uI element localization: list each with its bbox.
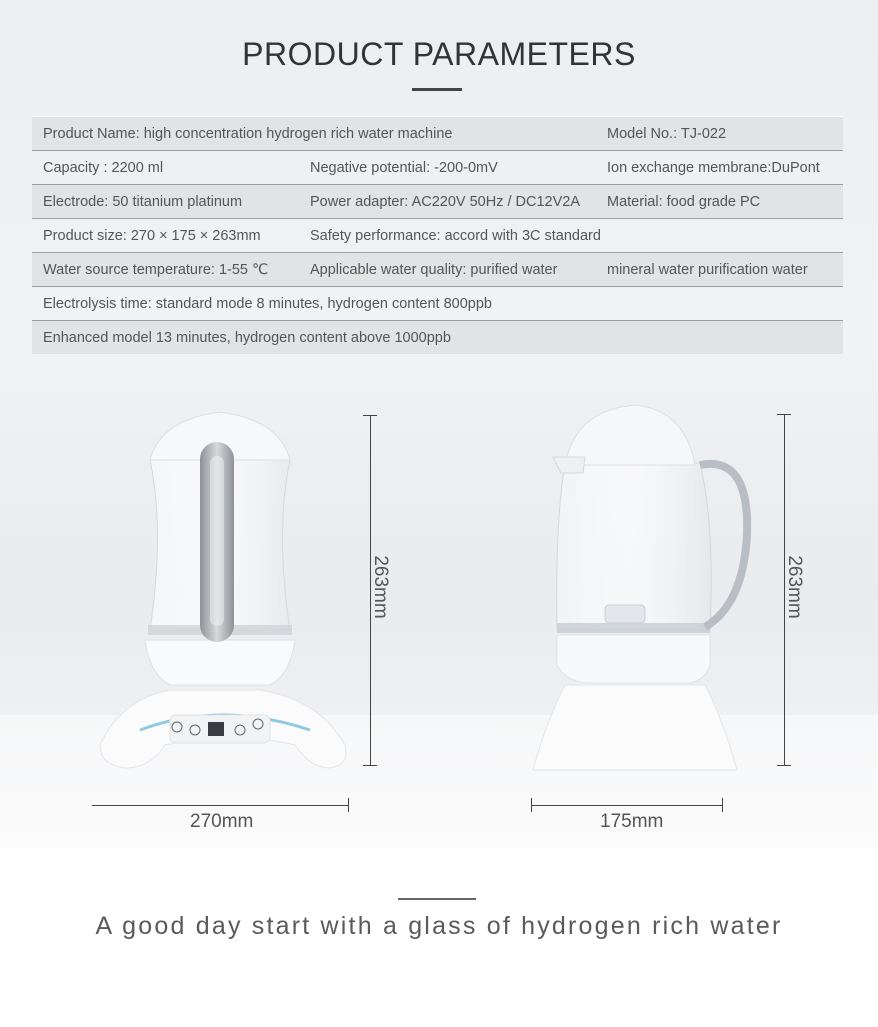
side-width-tick-left (531, 798, 532, 812)
page-title: PRODUCT PARAMETERS (242, 36, 636, 72)
table-cell: Ion exchange membrane:DuPont (596, 151, 843, 185)
parameters-table (32, 116, 843, 354)
table-cell: Electrode: 50 titanium platinum (32, 185, 299, 219)
table-row (32, 219, 843, 253)
table-cell: Electrolysis time: standard mode 8 minutes, hydrogen content 800ppb (32, 287, 843, 321)
table-cell: Material: food grade PC (596, 185, 843, 219)
side-width-line (531, 805, 722, 806)
table-row (32, 321, 843, 355)
table-cell: Model No.: TJ-022 (596, 117, 843, 151)
side-height-tick-bottom (777, 765, 791, 766)
front-view-product-image (80, 400, 370, 780)
table-cell: Water source temperature: 1-55 ℃ (32, 253, 299, 287)
front-width-tick-right (348, 798, 349, 812)
table-cell: Negative potential: -200-0mV (299, 151, 596, 185)
slogan-divider (398, 898, 476, 900)
table-cell: Capacity : 2200 ml (32, 151, 299, 185)
side-view-product-image (525, 395, 765, 780)
side-height-label: 263mm (784, 555, 805, 619)
side-height-tick-top (777, 414, 791, 415)
table-row (32, 117, 843, 151)
table-cell: Safety performance: accord with 3C standard (299, 219, 843, 253)
title-underline (412, 88, 462, 91)
table-row (32, 151, 843, 185)
table-cell: Applicable water quality: purified water (299, 253, 596, 287)
front-width-line (92, 805, 348, 806)
table-cell: mineral water purification water (596, 253, 843, 287)
table-cell: Power adapter: AC220V 50Hz / DC12V2A (299, 185, 596, 219)
table-cell: Product Name: high concentration hydrogen rich water machine (32, 117, 596, 151)
table-row (32, 253, 843, 287)
table-row (32, 287, 843, 321)
table-row (32, 185, 843, 219)
table-cell: Product size: 270 × 175 × 263mm (32, 219, 299, 253)
front-height-label: 263mm (370, 555, 391, 619)
slogan-text: A good day start with a glass of hydrogen rich water (95, 912, 783, 940)
side-width-tick-right (722, 798, 723, 812)
front-height-tick-bottom (363, 765, 377, 766)
front-height-tick-top (363, 415, 377, 416)
side-width-label: 175mm (600, 811, 664, 832)
table-cell: Enhanced model 13 minutes, hydrogen content above 1000ppb (32, 321, 843, 355)
front-width-label: 270mm (190, 811, 254, 832)
